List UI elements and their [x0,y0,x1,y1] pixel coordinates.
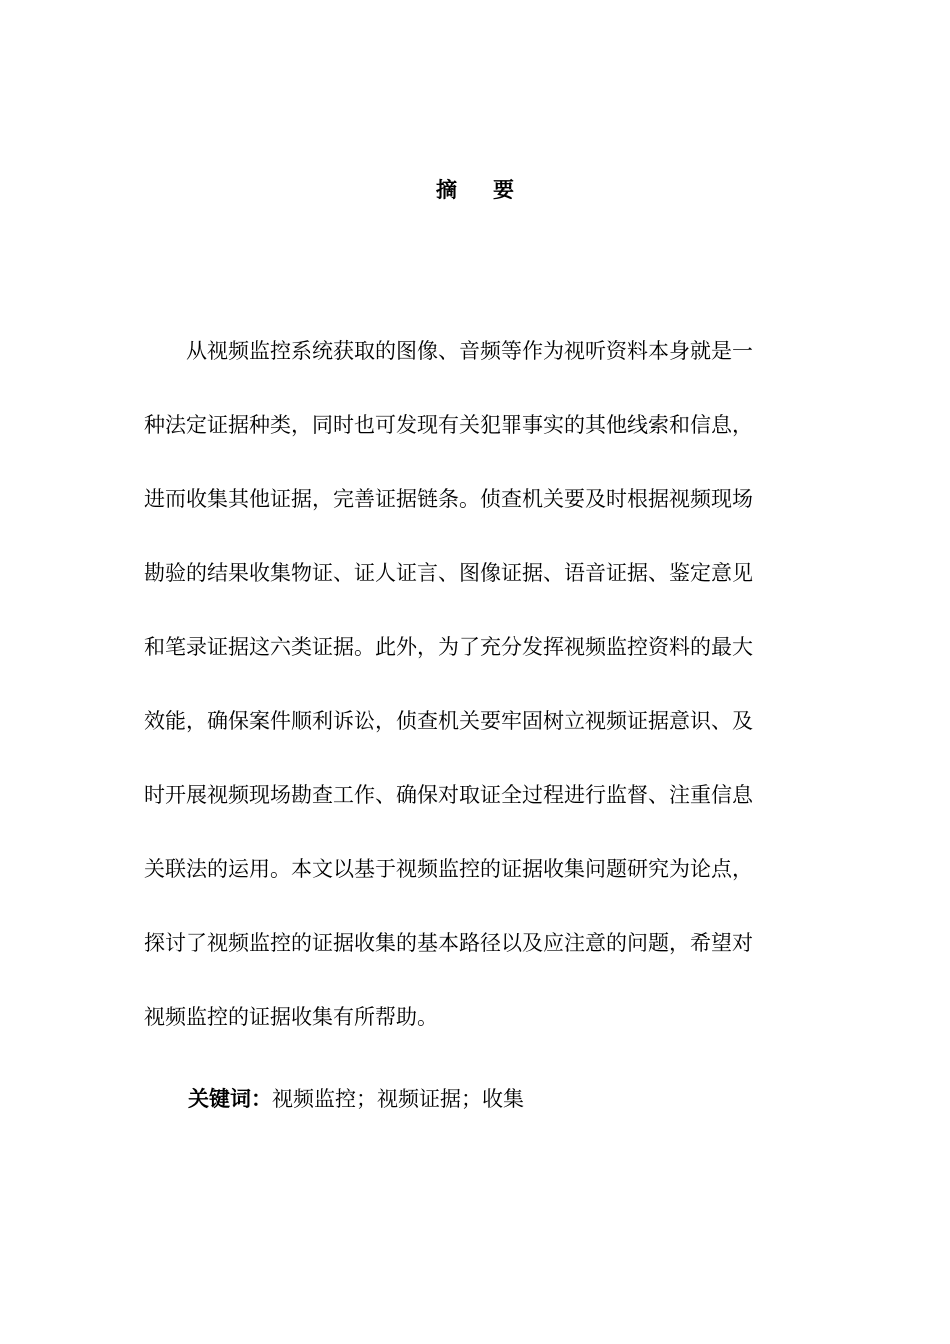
abstract-body [144,314,806,1054]
abstract-line: 时开展视频现场勘查工作、确保对取证全过程进行监督、注重信息 [144,783,753,807]
keywords-value: 视频监控；视频证据；收集 [272,1087,524,1111]
abstract-line: 和笔录证据这六类证据。此外，为了充分发挥视频监控资料的最大 [144,635,753,659]
abstract-line: 从视频监控系统获取的图像、音频等作为视听资料本身就是一 [186,339,753,363]
keywords [188,1084,524,1114]
abstract-line: 视频监控的证据收集有所帮助。 [144,1005,438,1029]
keywords-label: 关键词： [188,1087,272,1111]
abstract-line: 效能，确保案件顺利诉讼，侦查机关要牢固树立视频证据意识、及 [144,709,753,733]
abstract-line: 进而收集其他证据，完善证据链条。侦查机关要及时根据视频现场 [144,487,753,511]
abstract-line: 种法定证据种类，同时也可发现有关犯罪事实的其他线索和信息， [144,413,753,437]
abstract-line: 探讨了视频监控的证据收集的基本路径以及应注意的问题，希望对 [144,931,753,955]
title-char-2: 要 [493,178,514,202]
title-char-1: 摘 [436,178,457,202]
abstract-line: 关联法的运用。本文以基于视频监控的证据收集问题研究为论点， [144,857,753,881]
abstract-line: 勘验的结果收集物证、证人证言、图像证据、语音证据、鉴定意见 [144,561,753,585]
abstract-title [0,176,950,204]
